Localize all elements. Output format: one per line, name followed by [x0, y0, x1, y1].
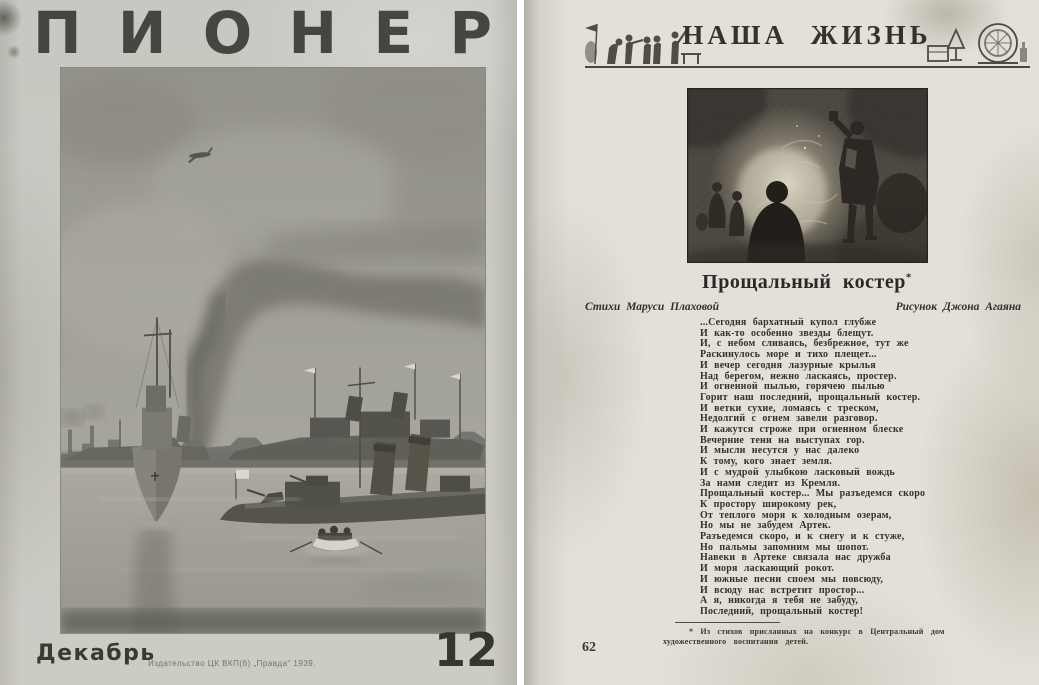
poem-line: И огненной пылью, горячею пылью — [700, 381, 885, 393]
imprint-text: Издательство ЦК ВКП(б) „Правда“ 1939. — [148, 659, 316, 668]
header-decoration-objects-icon — [926, 16, 1030, 68]
poem-line: Горит наш последний, прощальный костер. — [700, 391, 921, 403]
poem-line: И вечер сегодня лазурные крылья — [700, 359, 876, 371]
poem-line: И ветки сухие, ломаясь с треском, — [700, 402, 879, 414]
cover-page — [0, 0, 517, 685]
cover-painting — [60, 67, 486, 634]
poem-line: Но пальмы запомним мы шопот. — [700, 541, 869, 553]
poem-title — [585, 271, 1029, 294]
poem-line: И кажутся строже при огненном блеске — [700, 424, 904, 436]
title-letter: П — [33, 0, 82, 67]
footnote-line-1: * Из стихов присланных на конкурс в Центральный дом — [689, 627, 945, 636]
title-letter: Н — [288, 0, 338, 67]
title-letter: И — [117, 0, 167, 67]
poem-line: Последний, прощальный костер! — [700, 605, 864, 617]
footnote-line-2: художественного воспитания детей. — [663, 636, 809, 646]
footnote-rule — [675, 622, 780, 623]
footnote — [663, 627, 993, 646]
poem-line: За нами следит из Кремля. — [700, 477, 841, 489]
poem-line: Вечерние тени на выступах гор. — [700, 434, 865, 446]
poem-line: Но мы не забудем Артек. — [700, 520, 831, 532]
poem-line: К простору широкому рек, — [700, 498, 837, 510]
poem-line: И моря ласкающий рокот. — [700, 563, 835, 575]
poem-line: Прощальный костер... Мы разъедемся скоро — [700, 488, 926, 500]
poem-page — [524, 0, 1039, 685]
header-rule — [585, 66, 1030, 68]
poem-line: И как-то особенно звезды блещут. — [700, 327, 874, 339]
title-letter: Р — [449, 0, 492, 67]
poem-credits — [585, 301, 1021, 313]
poem-line: ...Сегодня бархатный купол глубже — [700, 317, 877, 328]
poem-line: От теплого моря к холодным озерам, — [700, 509, 892, 521]
poem-lines — [700, 318, 925, 618]
campfire-illustration — [687, 88, 928, 263]
title-letter: О — [202, 0, 253, 67]
poem-line: Над берегом, нежно ласкаясь, простер. — [700, 370, 897, 382]
issue-number: 12 — [434, 623, 499, 677]
page-number: 62 — [582, 640, 596, 655]
poem-line: Разъедемся скоро, и к снегу и к стуже, — [700, 531, 905, 543]
poem-line: А я, никогда я тебя не забуду, — [700, 595, 859, 607]
poem-line: И южные песни споем мы повсюду, — [700, 573, 884, 585]
poem-line: И мысли несутся у нас далеко — [700, 445, 860, 457]
magazine-title — [33, 0, 492, 67]
poem-line: И, с небом сливаясь, безбрежное, тут же — [700, 338, 909, 350]
poem-title-text: Прощальный костер — [702, 271, 906, 293]
section-header: НАША ЖИЗНЬ — [682, 20, 932, 50]
poem-line: Навеки в Артеке связала нас дружба — [700, 552, 891, 564]
author-credit: Стихи Маруси Плаховой — [585, 301, 720, 313]
poem-line: И всюду нас встретит простор... — [700, 584, 865, 596]
title-letter: Е — [373, 0, 414, 67]
poem-line: И с мудрой улыбкою ласковый вождь — [700, 466, 895, 478]
artist-credit: Рисунок Джона Агаяна — [895, 301, 1021, 313]
poem-line: Раскинулось море и тихо плещет... — [700, 349, 877, 361]
poem-line: Недолгий с огнем завели разговор. — [700, 413, 878, 425]
poem-line: К тому, кого знает земля. — [700, 456, 832, 468]
month-label: Декабрь — [36, 641, 156, 666]
harbor-painting — [60, 67, 486, 634]
footnote-marker: * — [905, 271, 912, 284]
